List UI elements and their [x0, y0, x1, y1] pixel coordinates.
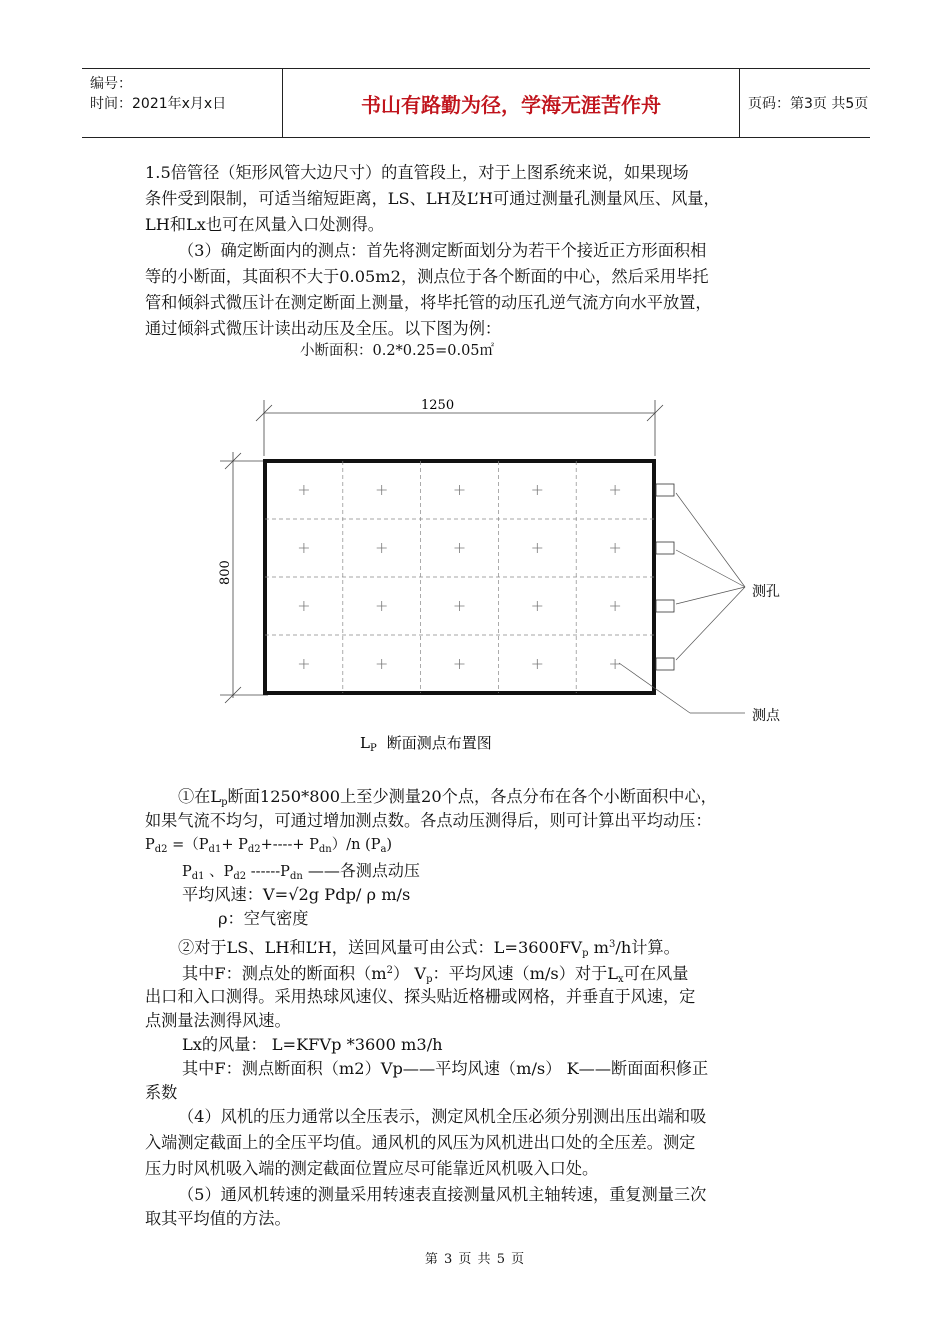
- grid-lines: [265, 461, 654, 693]
- measure-point: [299, 543, 309, 553]
- body-line: 1.5倍管径（矩形风管大边尺寸）的直管段上，对于上图系统来说，如果现场: [145, 163, 689, 182]
- measure-point: [377, 485, 387, 495]
- hole-label: 测孔: [752, 584, 780, 600]
- body-line: （4）风机的压力通常以全压表示，测定风机全压必须分别测出压出端和吸: [178, 1107, 707, 1126]
- t: a: [380, 844, 387, 855]
- measure-points: [299, 485, 620, 669]
- height-label: 800: [218, 560, 233, 585]
- measure-point: [455, 543, 465, 553]
- body-line: 通过倾斜式微压计读出动压及全压。以下图为例：: [145, 319, 502, 338]
- t: ：平均风速（m/s）对于L: [432, 964, 619, 983]
- body-line: （3）确定断面内的测点：首先将测定断面划分为若干个接近正方形面积相: [178, 241, 707, 260]
- text-run: ①在L: [178, 787, 222, 806]
- t: 2: [386, 965, 394, 976]
- t: ②对于LS、LH和L’H，送回风量可由公式：L=3600FV: [178, 938, 583, 957]
- measure-point: [299, 485, 309, 495]
- body-line: 平均风速：V=√2g Pdp/ ρ m/s: [182, 885, 411, 904]
- t: d2: [233, 871, 247, 882]
- t: +----+ P: [260, 837, 319, 853]
- body-line: 条件受到限制，可适当缩短距离，LS、LH及L’H可通过测量孔测量风压、风量，: [145, 189, 720, 208]
- measure-point: [299, 601, 309, 611]
- body-line: 其中F：测点断面积（m2）Vp——平均风速（m/s） K——断面面积修正: [182, 1059, 709, 1078]
- t: d2: [247, 844, 261, 855]
- t: dn: [289, 871, 303, 882]
- section-diagram: [0, 380, 950, 760]
- serial-label: 编号：: [90, 76, 132, 92]
- measure-point: [610, 485, 620, 495]
- t: + P: [221, 837, 248, 853]
- measure-point: [455, 601, 465, 611]
- t: x: [618, 974, 624, 985]
- body-line: 系数: [145, 1083, 178, 1102]
- measure-hole: [656, 600, 674, 612]
- measure-point: [610, 659, 620, 669]
- caption-p: P: [369, 743, 377, 754]
- header-motto: 书山有路勤为径，学海无涯苦作舟: [282, 69, 740, 137]
- body-line: Lx的风量： L=KFVp *3600 m3/h: [182, 1035, 443, 1054]
- body-line: ρ：空气密度: [218, 909, 309, 928]
- measure-point: [532, 601, 542, 611]
- body-line: （5）通风机转速的测量采用转速表直接测量风机主轴转速，重复测量三次: [178, 1185, 707, 1204]
- body-line: 压力时风机吸入端的测定截面位置应尽可能靠近风机吸入口处。: [145, 1159, 599, 1178]
- t: ——各测点动压: [302, 861, 420, 880]
- t: d2: [154, 844, 168, 855]
- page-footer: 第 3 页 共 5 页: [424, 1252, 526, 1267]
- leader-lines: [619, 493, 745, 713]
- t: p: [582, 948, 589, 959]
- page-header: [82, 68, 870, 138]
- caption-l: L: [360, 734, 370, 752]
- measure-point: [532, 659, 542, 669]
- measure-point: [455, 659, 465, 669]
- measure-point: [377, 543, 387, 553]
- area-formula: 小断面积：0.2*0.25=0.05㎡: [300, 343, 495, 359]
- measure-point: [299, 659, 309, 669]
- figure-caption: [360, 734, 492, 754]
- measure-point: [610, 601, 620, 611]
- t: d1: [208, 844, 222, 855]
- body-line: 如果气流不均匀，可通过增加测点数。各点动压测得后，则可计算出平均动压：: [145, 811, 712, 830]
- t: 其中F：测点处的断面积（m: [182, 964, 387, 983]
- t: dn: [318, 844, 332, 855]
- t: p: [426, 974, 433, 985]
- t: ）/n (P: [331, 837, 381, 853]
- t: /h计算。: [615, 938, 680, 957]
- t: 3: [608, 939, 616, 950]
- text-run: 断面1250*800上至少测量20个点，各点分布在各个小断面积中心，: [227, 787, 717, 806]
- point-label: 测点: [752, 708, 780, 724]
- body-line: 点测量法测得风速。: [145, 1011, 291, 1030]
- t: P: [145, 837, 155, 853]
- measure-point: [610, 543, 620, 553]
- t: m: [588, 938, 609, 957]
- measure-hole: [656, 484, 674, 496]
- header-meta: [82, 69, 282, 137]
- t: ） V: [393, 964, 427, 983]
- t: P: [182, 864, 192, 880]
- measure-point: [377, 601, 387, 611]
- width-label: 1250: [421, 398, 455, 413]
- body-line: 管和倾斜式微压计在测定断面上测量，将毕托管的动压孔逆气流方向水平放置，: [145, 293, 712, 312]
- measure-point: [532, 485, 542, 495]
- caption-text: 断面测点布置图: [386, 734, 492, 752]
- date-label: 时间：2021年x月x日: [90, 96, 227, 112]
- body-line: 出口和入口测得。采用热球风速仪、探头贴近格栅或网格，并垂直于风速，定: [145, 987, 696, 1006]
- t: =（P: [167, 837, 209, 853]
- t: 可在风量: [623, 964, 689, 983]
- measure-hole: [656, 542, 674, 554]
- t: ------P: [246, 864, 290, 880]
- measure-point: [377, 659, 387, 669]
- measure-hole: [656, 658, 674, 670]
- body-line: LH和Lx也可在风量入口处测得。: [145, 215, 384, 234]
- text-sub: p: [221, 797, 228, 808]
- t: d1: [191, 871, 205, 882]
- body-line: 入端测定截面上的全压平均值。通风机的风压为风机进出口处的全压差。测定: [145, 1133, 696, 1152]
- measure-holes: [656, 484, 674, 670]
- measure-point: [532, 543, 542, 553]
- body-line: 等的小断面，其面积不大于0.05m2，测点位于各个断面的中心，然后采用毕托: [145, 267, 709, 286]
- body-line: 取其平均值的方法。: [145, 1209, 291, 1228]
- t: ): [386, 837, 393, 853]
- header-page-info: 页码：第3页 共5页: [748, 96, 869, 112]
- measure-point: [455, 485, 465, 495]
- t: 、P: [204, 864, 234, 880]
